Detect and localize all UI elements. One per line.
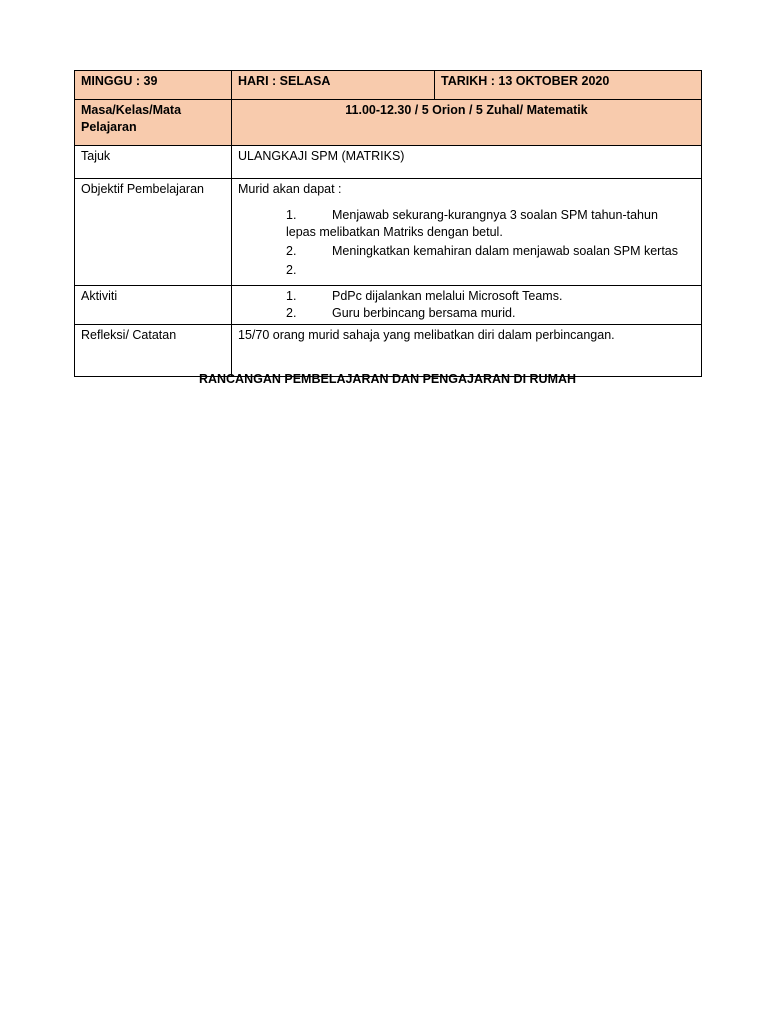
list-number: 2. [286,263,297,277]
objektif-intro: Murid akan dapat : [238,182,342,196]
list-number: 2. [286,306,297,320]
list-number: 2. [286,244,297,258]
list-item [238,288,695,305]
document-footer-title: RANCANGAN PEMBELAJARAN DAN PENGAJARAN DI RUMAH [198,372,577,386]
aktiviti-content [232,286,702,325]
list-text: PdPc dijalankan melalui Microsoft Teams. [332,289,563,303]
aktiviti-label: Aktiviti [75,286,232,325]
aktiviti-row [75,286,702,325]
objektif-row [75,179,702,286]
tajuk-label: Tajuk [75,146,232,179]
list-item [238,262,695,279]
hari-cell: HARI : SELASA [232,71,435,100]
tajuk-row [75,146,702,179]
list-item [238,243,695,260]
list-item [238,207,695,241]
list-item [238,305,695,322]
masa-label: Masa/Kelas/Mata Pelajaran [75,100,232,146]
list-text: Menjawab sekurang-kurangnya 3 soalan SPM tahun-tahun [332,208,658,222]
objektif-label: Objektif Pembelajaran [75,179,232,286]
objektif-content [232,179,702,286]
refleksi-label: Refleksi/ Catatan [75,325,232,377]
tajuk-value: ULANGKAJI SPM (MATRIKS) [232,146,702,179]
tarikh-cell: TARIKH : 13 OKTOBER 2020 [435,71,702,100]
list-number: 1. [286,208,297,222]
list-text-continued: lepas melibatkan Matriks dengan betul. [286,225,503,239]
refleksi-row [75,325,702,377]
refleksi-value: 15/70 orang murid sahaja yang melibatkan diri dalam perbincangan. [232,325,702,377]
masa-row [75,100,702,146]
masa-value: 11.00-12.30 / 5 Orion / 5 Zuhal/ Matematik [232,100,702,146]
list-text: Meningkatkan kemahiran dalam menjawab soalan SPM kertas [332,244,679,258]
minggu-cell: MINGGU : 39 [75,71,232,100]
list-text: Guru berbincang bersama murid. [332,306,516,320]
header-row [75,71,702,100]
list-number: 1. [286,289,297,303]
lesson-plan-table [74,70,702,377]
